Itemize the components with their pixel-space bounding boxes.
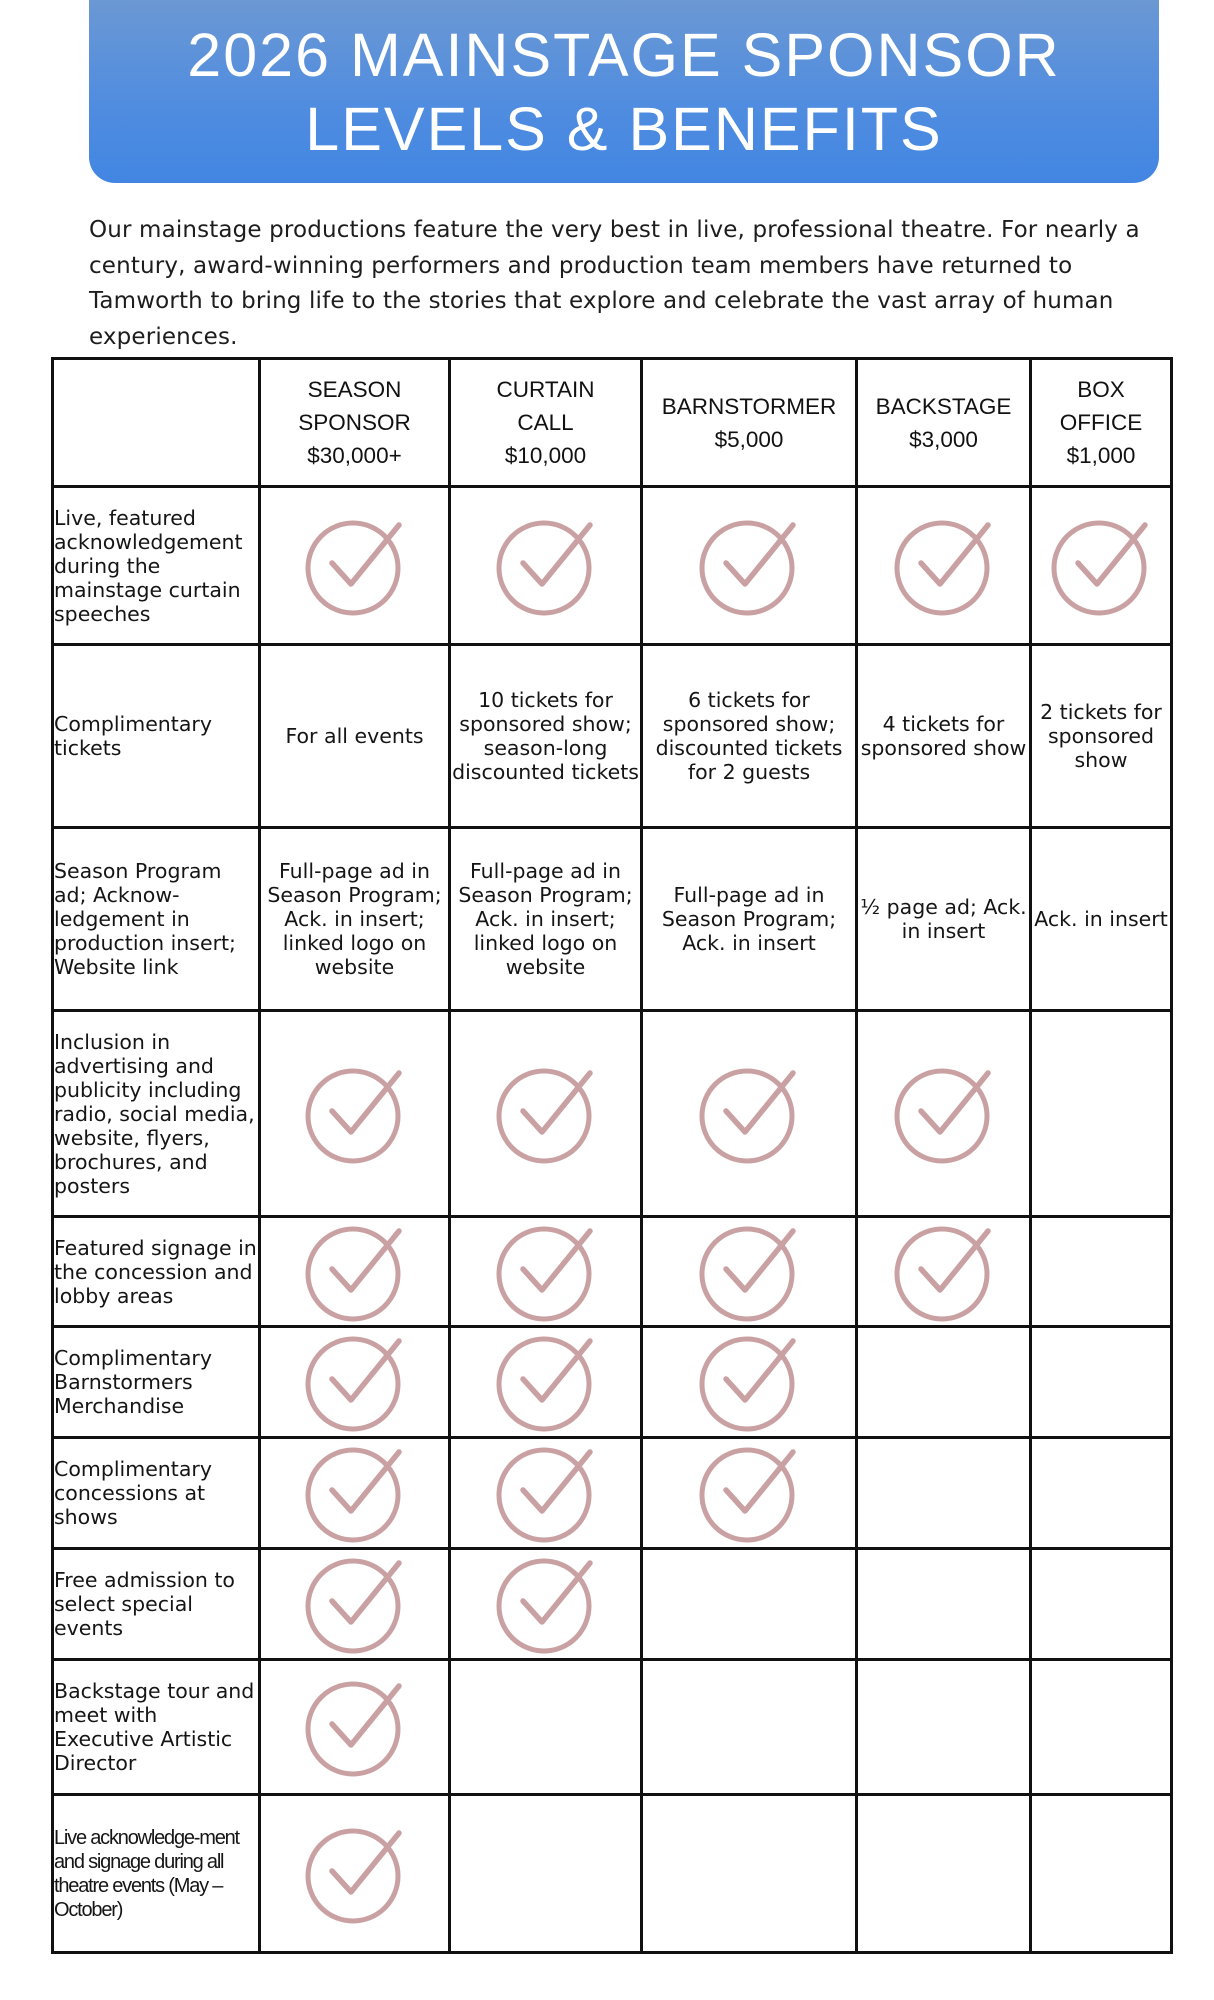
benefit-label: Live acknowledge-ment and signage during all theatre events (May – October)	[53, 1795, 260, 1953]
benefit-row	[53, 1438, 1172, 1549]
checkmark-circle-icon	[303, 1220, 407, 1324]
benefit-cell-box-office	[1031, 1660, 1172, 1795]
benefit-cell-backstage	[857, 1011, 1031, 1217]
checkmark-circle-icon	[697, 1441, 801, 1545]
benefit-cell-season-sponsor: Full-page ad in Season Program; Ack. in insert; linked logo on website	[260, 828, 450, 1011]
level-name: SPONSOR	[298, 410, 411, 435]
level-header-curtain-call	[450, 359, 642, 487]
benefit-cell-box-office	[1031, 1549, 1172, 1660]
benefit-cell-barnstormer	[642, 487, 857, 645]
checkmark-circle-icon	[494, 514, 598, 618]
title-banner	[89, 0, 1159, 183]
checkmark-circle-icon	[892, 1220, 996, 1324]
level-name: CALL	[517, 410, 574, 435]
table-header-row	[53, 359, 1172, 487]
benefit-cell-curtain-call	[450, 1660, 642, 1795]
checkmark-circle-icon	[697, 514, 801, 618]
benefit-cell-box-office	[1031, 1011, 1172, 1217]
checkmark-circle-icon	[697, 1220, 801, 1324]
benefit-row	[53, 1660, 1172, 1795]
checkmark-circle-icon	[303, 1062, 407, 1166]
benefit-label: Free admission to select special events	[53, 1549, 260, 1660]
benefit-cell-box-office: Ack. in insert	[1031, 828, 1172, 1011]
benefit-cell-barnstormer	[642, 1011, 857, 1217]
benefit-cell-curtain-call	[450, 1549, 642, 1660]
benefit-cell-season-sponsor	[260, 1549, 450, 1660]
benefit-cell-barnstormer	[642, 1327, 857, 1438]
level-price: $30,000+	[307, 443, 402, 468]
benefit-cell-curtain-call	[450, 1438, 642, 1549]
benefit-cell-season-sponsor: For all events	[260, 645, 450, 828]
benefit-cell-barnstormer	[642, 1549, 857, 1660]
checkmark-circle-icon	[892, 1062, 996, 1166]
benefit-cell-curtain-call	[450, 487, 642, 645]
benefit-label: Season Program ad; Acknow-ledgement in production insert; Website link	[53, 828, 260, 1011]
benefit-cell-season-sponsor	[260, 1327, 450, 1438]
benefit-cell-season-sponsor	[260, 1660, 450, 1795]
level-name: BACKSTAGE	[875, 393, 1012, 419]
benefit-cell-backstage	[857, 1438, 1031, 1549]
benefit-cell-season-sponsor	[260, 1217, 450, 1327]
benefit-cell-curtain-call: 10 tickets for sponsored show; season-long discounted tickets	[450, 645, 642, 828]
benefit-cell-backstage	[857, 1217, 1031, 1327]
level-header-box-office	[1031, 359, 1172, 487]
benefit-cell-barnstormer	[642, 1795, 857, 1953]
level-name: OFFICE	[1059, 410, 1143, 435]
level-name: CURTAIN	[496, 377, 595, 402]
benefit-cell-box-office	[1031, 1438, 1172, 1549]
level-price: $3,000	[909, 426, 978, 452]
benefit-row	[53, 1011, 1172, 1217]
benefit-cell-season-sponsor	[260, 487, 450, 645]
benefit-row	[53, 1327, 1172, 1438]
level-name: SEASON	[307, 377, 402, 402]
level-price: $10,000	[504, 443, 587, 468]
page-title-line-1: 2026 MAINSTAGE SPONSOR	[187, 20, 1061, 89]
benefit-cell-backstage	[857, 1795, 1031, 1953]
intro-paragraph: Our mainstage productions feature the very best in live, professional theatre. For nearly a century, award-winning performers and production team members have returned to Tamworth to bring life to the stories that explore and celebrate the vast array of human experiences.	[89, 217, 1140, 350]
benefit-row	[53, 1795, 1172, 1953]
benefit-cell-barnstormer: 6 tickets for sponsored show; discounted tickets for 2 guests	[642, 645, 857, 828]
benefit-cell-box-office	[1031, 1795, 1172, 1953]
benefit-cell-backstage	[857, 487, 1031, 645]
benefit-cell-barnstormer	[642, 1217, 857, 1327]
benefit-cell-curtain-call: Full-page ad in Season Program; Ack. in insert; linked logo on website	[450, 828, 642, 1011]
benefit-cell-curtain-call	[450, 1011, 642, 1217]
benefit-cell-backstage	[857, 1660, 1031, 1795]
level-name: BOX	[1077, 377, 1125, 402]
checkmark-circle-icon	[892, 514, 996, 618]
benefit-label: Complimentary tickets	[53, 645, 260, 828]
benefit-cell-backstage: 4 tickets for sponsored show	[857, 645, 1031, 828]
benefit-cell-box-office	[1031, 487, 1172, 645]
checkmark-circle-icon	[494, 1062, 598, 1166]
level-header-barnstormer	[642, 359, 857, 487]
benefit-row	[53, 828, 1172, 1011]
level-name: BARNSTORMER	[661, 393, 837, 419]
benefit-cell-curtain-call	[450, 1795, 642, 1953]
checkmark-circle-icon	[303, 1441, 407, 1545]
benefit-label: Complimentary concessions at shows	[53, 1438, 260, 1549]
benefit-cell-season-sponsor	[260, 1438, 450, 1549]
benefit-cell-backstage: ½ page ad; Ack. in insert	[857, 828, 1031, 1011]
checkmark-circle-icon	[1049, 514, 1153, 618]
benefit-cell-barnstormer	[642, 1438, 857, 1549]
benefit-cell-box-office	[1031, 1327, 1172, 1438]
checkmark-circle-icon	[494, 1330, 598, 1434]
level-header-backstage	[857, 359, 1031, 487]
benefit-label: Inclusion in advertising and publicity including radio, social media, website, flyers, brochures, and posters	[53, 1011, 260, 1217]
checkmark-circle-icon	[303, 1822, 407, 1926]
level-price: $1,000	[1066, 443, 1136, 468]
benefit-cell-backstage	[857, 1327, 1031, 1438]
benefit-label: Featured signage in the concession and lobby areas	[53, 1217, 260, 1327]
benefit-cell-curtain-call	[450, 1217, 642, 1327]
checkmark-circle-icon	[303, 1675, 407, 1779]
sponsor-benefits-table	[51, 357, 1173, 1954]
checkmark-circle-icon	[494, 1220, 598, 1324]
benefit-cell-box-office	[1031, 1217, 1172, 1327]
level-price: $5,000	[714, 426, 784, 452]
benefit-row	[53, 1549, 1172, 1660]
benefit-label: Live, featured acknowledgement during the mainstage curtain speeches	[53, 487, 260, 645]
benefit-cell-backstage	[857, 1549, 1031, 1660]
benefit-cell-season-sponsor	[260, 1011, 450, 1217]
corner-cell	[53, 359, 260, 487]
benefit-cell-season-sponsor	[260, 1795, 450, 1953]
checkmark-circle-icon	[697, 1330, 801, 1434]
level-header-season-sponsor	[260, 359, 450, 487]
benefit-cell-curtain-call	[450, 1327, 642, 1438]
page-title-line-2: LEVELS & BENEFITS	[305, 94, 943, 163]
checkmark-circle-icon	[494, 1441, 598, 1545]
benefit-row	[53, 487, 1172, 645]
benefit-label: Complimentary Barnstormers Merchandise	[53, 1327, 260, 1438]
benefit-cell-barnstormer	[642, 1660, 857, 1795]
benefit-cell-box-office: 2 tickets for sponsored show	[1031, 645, 1172, 828]
benefit-label: Backstage tour and meet with Executive Artistic Director	[53, 1660, 260, 1795]
checkmark-circle-icon	[303, 514, 407, 618]
benefit-row	[53, 645, 1172, 828]
checkmark-circle-icon	[303, 1552, 407, 1656]
checkmark-circle-icon	[494, 1552, 598, 1656]
checkmark-circle-icon	[303, 1330, 407, 1434]
benefit-cell-barnstormer: Full-page ad in Season Program; Ack. in insert	[642, 828, 857, 1011]
checkmark-circle-icon	[697, 1062, 801, 1166]
benefit-row	[53, 1217, 1172, 1327]
